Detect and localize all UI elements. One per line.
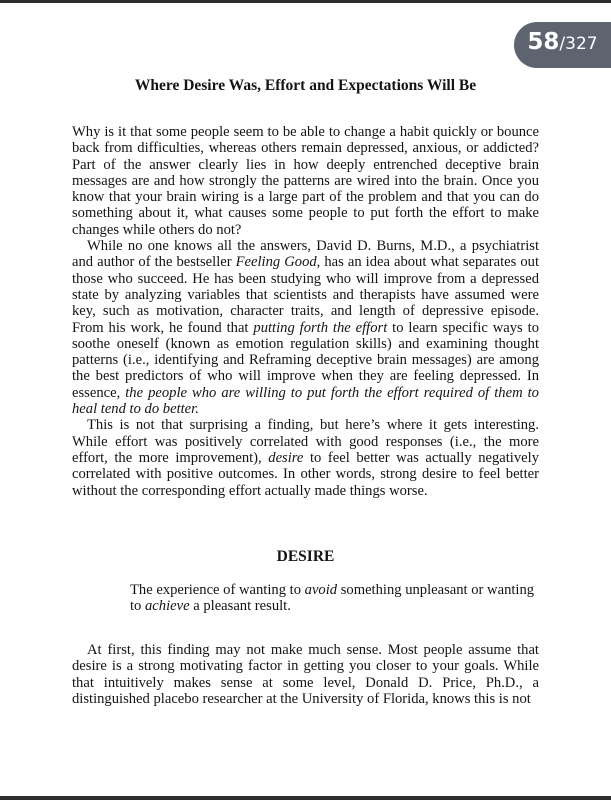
definition-text: [130, 582, 540, 615]
page-indicator: [514, 22, 611, 68]
definition-heading: DESIRE: [276, 548, 335, 565]
paragraph-2-text: to learn specific ways to soothe oneself (known as emotion regulation skills) and examining thought patterns (i.e., identifying and Reframing deceptive brain messages) are among the best predictors of who will improve when they are feeling depressed. In essence,: [72, 319, 539, 401]
definition-part: The experience of wanting to: [130, 582, 305, 598]
total-pages: /327: [559, 34, 598, 54]
emphasis: putting forth the effort: [253, 319, 388, 336]
current-page: 58: [527, 29, 560, 55]
paragraph-3-text: This is not that surprising a finding, but here’s where it gets interesting. While effort was positively correlated with good responses (i.e., the more effort, the more improvement),: [72, 417, 539, 466]
section-title: Where Desire Was, Effort and Expectations Will Be: [134, 77, 477, 94]
definition-part: a pleasant result.: [189, 598, 291, 615]
paragraph-3: [72, 417, 539, 498]
definition-part: something unpleasant or wanting to: [130, 582, 535, 615]
emphasis: the people who are willing to put forth the effort required of them to heal tend to do better.: [72, 384, 539, 418]
emphasis: desire: [268, 449, 304, 466]
emphasis: avoid: [304, 582, 338, 598]
paragraph-2-text: While no one knows all the answers, David D. Burns, M.D., a psychiatrist and author of the bestseller: [72, 238, 539, 271]
paragraph-4: At first, this finding may not make much sense. Most people assume that desire is a strong motivating factor in getting you closer to your goals. While that intuitively makes sense at some level, Donald D. Price, Ph.D., a distinguished placebo researcher at the University of Florida, knows this is not: [72, 642, 539, 707]
body-text-continued: [72, 642, 539, 707]
book-title: Feeling Good: [235, 254, 317, 271]
paragraph-2-text: , has an idea about what separates out those who succeed. He has been studying who will improve from a depressed state by analyzing variables that scientists and therapists have assumed were key, such as motivation, character traits, and length of depressive episode. From his work, he found that: [72, 254, 540, 336]
emphasis: achieve: [145, 598, 190, 615]
paragraph-3-text: to feel better was actually negatively correlated with positive outcomes. In other words, strong desire to feel better without the corresponding effort actually made things worse.: [72, 449, 539, 499]
paragraph-2: [72, 238, 539, 417]
paragraph-1: Why is it that some people seem to be able to change a habit quickly or bounce back from difficulties, whereas others remain depressed, anxious, or addicted? Part of the answer clearly lies in how deeply entrenched deceptive brain messages are and how strongly the patterns are wired into the brain. Once you know that your brain wiring is a large part of the problem and that you can do something about it, what causes some people to put forth the effort to make changes while others do not?: [72, 124, 539, 238]
bottom-border: [0, 796, 611, 800]
top-border: [0, 0, 611, 3]
body-text: [72, 124, 539, 499]
